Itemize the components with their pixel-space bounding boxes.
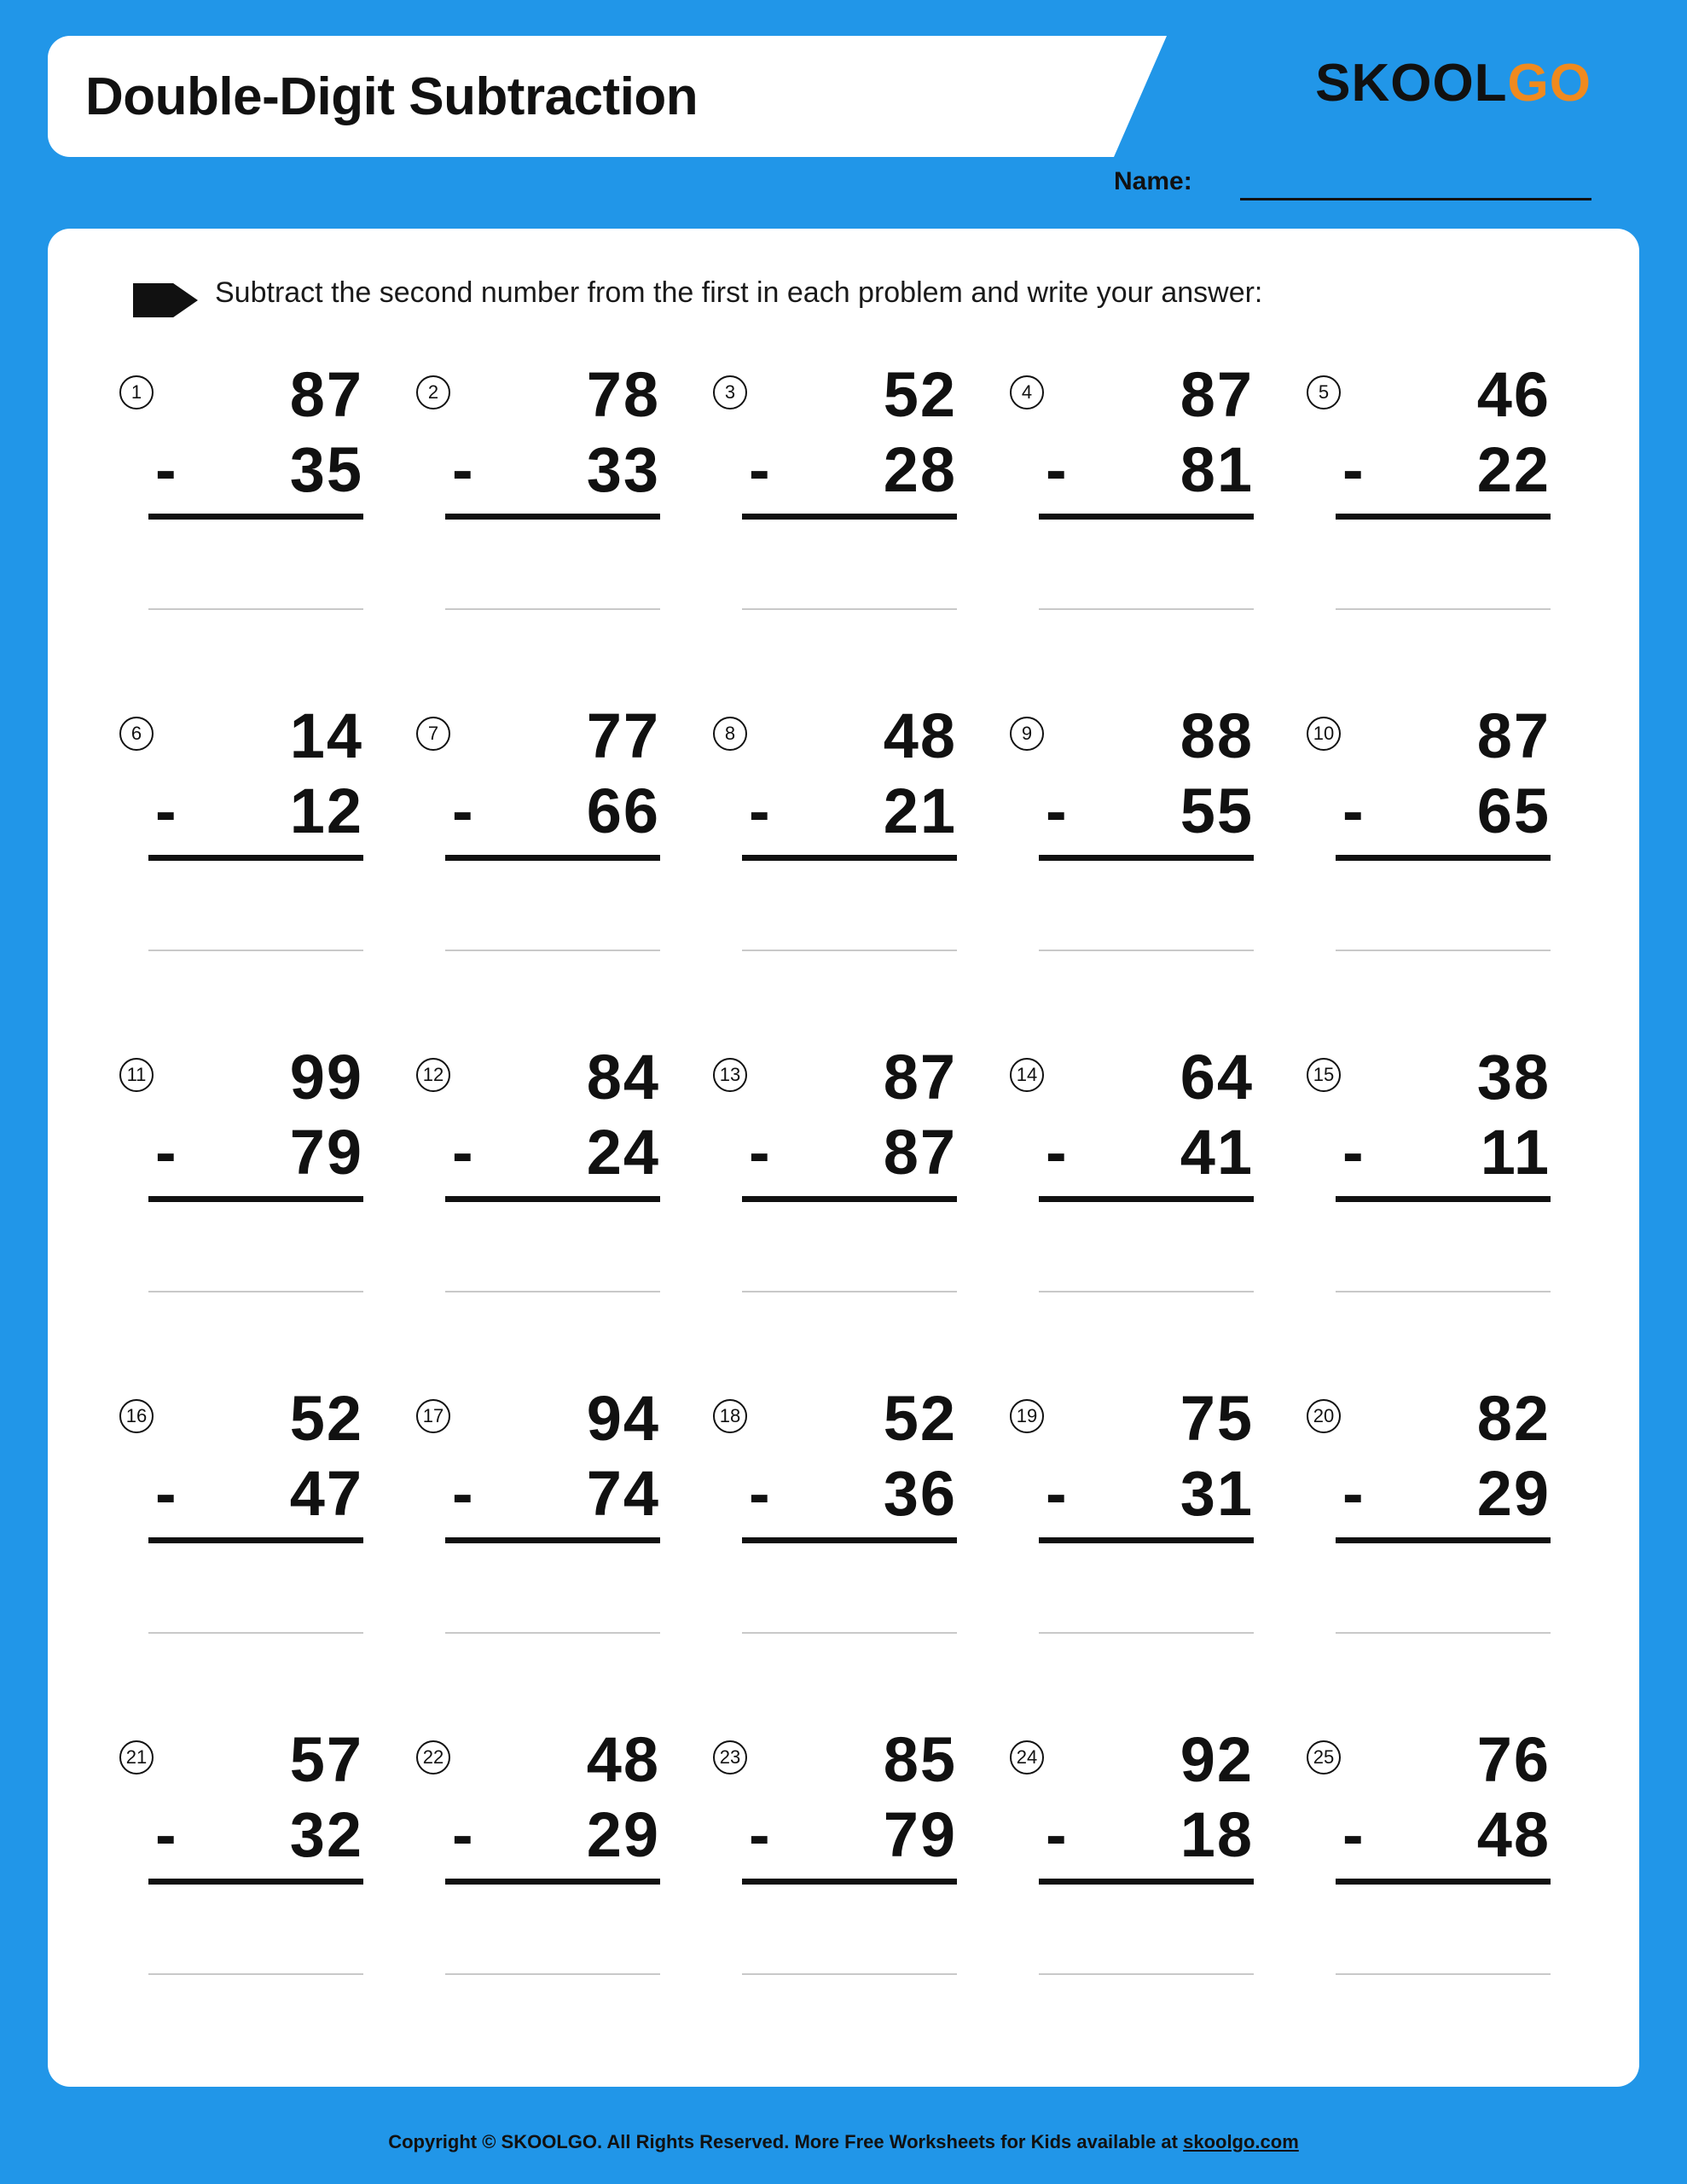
problem-number: 1 bbox=[119, 375, 154, 410]
operator: - bbox=[1046, 434, 1069, 505]
minuend: 52 bbox=[289, 1383, 363, 1454]
operator: - bbox=[749, 775, 772, 846]
problem-number: 14 bbox=[1010, 1058, 1044, 1092]
equation-rule bbox=[1039, 514, 1254, 520]
answer-line[interactable] bbox=[1039, 1632, 1254, 1634]
operator: - bbox=[1046, 775, 1069, 846]
operator: - bbox=[1342, 434, 1365, 505]
equation-rule bbox=[445, 514, 660, 520]
problem-stack bbox=[1336, 700, 1551, 951]
minuend: 99 bbox=[289, 1042, 363, 1112]
answer-line[interactable] bbox=[742, 608, 957, 610]
operator: - bbox=[452, 1458, 475, 1529]
subtrahend: 21 bbox=[883, 775, 957, 846]
operator: - bbox=[155, 1458, 178, 1529]
equation-rule bbox=[148, 514, 363, 520]
subtrahend-row bbox=[1039, 1799, 1254, 1870]
problem-item bbox=[1291, 1722, 1588, 2063]
problem-stack bbox=[1039, 1724, 1254, 1975]
operator: - bbox=[1046, 1458, 1069, 1529]
operator: - bbox=[452, 775, 475, 846]
minuend: 87 bbox=[1476, 700, 1551, 771]
problem-number: 7 bbox=[416, 717, 450, 751]
problem-item bbox=[104, 1380, 401, 1722]
minuend: 88 bbox=[1180, 700, 1254, 771]
problem-stack bbox=[1336, 1724, 1551, 1975]
subtrahend: 66 bbox=[586, 775, 660, 846]
problem-stack bbox=[148, 1042, 363, 1292]
operator: - bbox=[452, 1117, 475, 1188]
operator: - bbox=[155, 775, 178, 846]
problem-number: 6 bbox=[119, 717, 154, 751]
problem-item bbox=[401, 357, 698, 698]
subtrahend-row bbox=[148, 1458, 363, 1529]
equation-rule bbox=[1039, 1537, 1254, 1543]
answer-line[interactable] bbox=[445, 608, 660, 610]
minuend: 48 bbox=[586, 1724, 660, 1795]
equation-rule bbox=[1039, 1879, 1254, 1885]
minuend: 64 bbox=[1180, 1042, 1254, 1112]
problem-grid bbox=[104, 357, 1588, 2063]
subtrahend-row bbox=[1336, 1117, 1551, 1188]
problem-stack bbox=[445, 1042, 660, 1292]
problem-stack bbox=[742, 359, 957, 610]
problem-item bbox=[401, 1039, 698, 1380]
minuend: 14 bbox=[289, 700, 363, 771]
answer-line[interactable] bbox=[742, 1291, 957, 1292]
minuend: 87 bbox=[289, 359, 363, 430]
subtrahend-row bbox=[1039, 775, 1254, 846]
problem-number: 25 bbox=[1307, 1740, 1341, 1774]
problem-number: 5 bbox=[1307, 375, 1341, 410]
subtrahend-row bbox=[445, 1799, 660, 1870]
problem-item bbox=[994, 698, 1291, 1039]
operator: - bbox=[1046, 1117, 1069, 1188]
subtrahend-row bbox=[742, 1458, 957, 1529]
minuend: 85 bbox=[883, 1724, 957, 1795]
answer-line[interactable] bbox=[148, 1632, 363, 1634]
subtrahend: 87 bbox=[883, 1117, 957, 1188]
page-title: Double-Digit Subtraction bbox=[85, 67, 699, 126]
answer-line[interactable] bbox=[1039, 608, 1254, 610]
subtrahend-row bbox=[742, 1117, 957, 1188]
problem-number: 9 bbox=[1010, 717, 1044, 751]
problem-item bbox=[401, 698, 698, 1039]
problem-item bbox=[104, 698, 401, 1039]
answer-line[interactable] bbox=[1336, 608, 1551, 610]
problem-stack bbox=[1336, 1042, 1551, 1292]
problem-stack bbox=[1039, 1042, 1254, 1292]
minuend: 84 bbox=[586, 1042, 660, 1112]
subtrahend-row bbox=[445, 1117, 660, 1188]
operator: - bbox=[1342, 775, 1365, 846]
skoolgo-link[interactable]: skoolgo.com bbox=[1183, 2131, 1299, 2152]
problem-item bbox=[698, 1380, 994, 1722]
subtrahend-row bbox=[742, 1799, 957, 1870]
equation-rule bbox=[445, 1196, 660, 1202]
answer-line[interactable] bbox=[148, 608, 363, 610]
problem-stack bbox=[742, 1042, 957, 1292]
minuend: 48 bbox=[883, 700, 957, 771]
problem-stack bbox=[1039, 700, 1254, 951]
answer-line[interactable] bbox=[1039, 950, 1254, 951]
subtrahend-row bbox=[148, 775, 363, 846]
minuend: 82 bbox=[1476, 1383, 1551, 1454]
answer-line[interactable] bbox=[445, 1973, 660, 1975]
problem-number: 15 bbox=[1307, 1058, 1341, 1092]
problem-item bbox=[104, 357, 401, 698]
equation-rule bbox=[148, 1196, 363, 1202]
minuend: 78 bbox=[586, 359, 660, 430]
problem-number: 2 bbox=[416, 375, 450, 410]
subtrahend: 74 bbox=[586, 1458, 660, 1529]
subtrahend-row bbox=[148, 434, 363, 505]
answer-line[interactable] bbox=[148, 1973, 363, 1975]
problem-stack bbox=[445, 700, 660, 951]
subtrahend: 18 bbox=[1180, 1799, 1254, 1870]
operator: - bbox=[749, 1117, 772, 1188]
subtrahend-row bbox=[148, 1117, 363, 1188]
problem-number: 10 bbox=[1307, 717, 1341, 751]
answer-line[interactable] bbox=[1336, 1632, 1551, 1634]
subtrahend: 47 bbox=[289, 1458, 363, 1529]
problem-stack bbox=[445, 1383, 660, 1634]
subtrahend: 55 bbox=[1180, 775, 1254, 846]
equation-rule bbox=[742, 1537, 957, 1543]
minuend: 46 bbox=[1476, 359, 1551, 430]
subtrahend: 79 bbox=[883, 1799, 957, 1870]
problem-number: 19 bbox=[1010, 1399, 1044, 1433]
subtrahend: 12 bbox=[289, 775, 363, 846]
minuend: 77 bbox=[586, 700, 660, 771]
answer-line[interactable] bbox=[445, 950, 660, 951]
subtrahend: 28 bbox=[883, 434, 957, 505]
name-label: Name: bbox=[1114, 167, 1192, 195]
problem-item bbox=[698, 1722, 994, 2063]
problem-item bbox=[1291, 357, 1588, 698]
minuend: 38 bbox=[1476, 1042, 1551, 1112]
minuend: 76 bbox=[1476, 1724, 1551, 1795]
problem-number: 16 bbox=[119, 1399, 154, 1433]
subtrahend-row bbox=[1336, 434, 1551, 505]
subtrahend: 79 bbox=[289, 1117, 363, 1188]
skoolgo-logo bbox=[1315, 53, 1591, 113]
equation-rule bbox=[1039, 1196, 1254, 1202]
subtrahend-row bbox=[445, 775, 660, 846]
problem-item bbox=[104, 1039, 401, 1380]
problem-stack bbox=[742, 1724, 957, 1975]
worksheet-sheet bbox=[48, 229, 1639, 2087]
minuend: 52 bbox=[883, 359, 957, 430]
name-input-line[interactable] bbox=[1240, 198, 1591, 200]
problem-item bbox=[698, 357, 994, 698]
operator: - bbox=[749, 434, 772, 505]
problem-number: 3 bbox=[713, 375, 747, 410]
problem-stack bbox=[445, 359, 660, 610]
problem-number: 22 bbox=[416, 1740, 450, 1774]
subtrahend: 35 bbox=[289, 434, 363, 505]
problem-number: 21 bbox=[119, 1740, 154, 1774]
problem-item bbox=[1291, 1380, 1588, 1722]
minuend: 94 bbox=[586, 1383, 660, 1454]
subtrahend: 65 bbox=[1476, 775, 1551, 846]
logo-text-skool: SKOOL bbox=[1315, 54, 1508, 113]
equation-rule bbox=[148, 1879, 363, 1885]
answer-line[interactable] bbox=[148, 950, 363, 951]
subtrahend: 29 bbox=[586, 1799, 660, 1870]
logo-text-go: GO bbox=[1507, 54, 1591, 113]
problem-item bbox=[104, 1722, 401, 2063]
minuend: 52 bbox=[883, 1383, 957, 1454]
subtrahend: 41 bbox=[1180, 1117, 1254, 1188]
equation-rule bbox=[445, 855, 660, 861]
operator: - bbox=[1342, 1799, 1365, 1870]
problem-number: 24 bbox=[1010, 1740, 1044, 1774]
equation-rule bbox=[1336, 1196, 1551, 1202]
subtrahend-row bbox=[445, 1458, 660, 1529]
answer-line[interactable] bbox=[1336, 1973, 1551, 1975]
page-header bbox=[0, 0, 1687, 229]
subtrahend-row bbox=[148, 1799, 363, 1870]
answer-line[interactable] bbox=[742, 950, 957, 951]
equation-rule bbox=[1336, 514, 1551, 520]
instruction-text: Subtract the second number from the first in each problem and write your answer: bbox=[215, 276, 1263, 309]
problem-stack bbox=[148, 1724, 363, 1975]
name-field-row bbox=[1114, 167, 1591, 206]
problem-number: 4 bbox=[1010, 375, 1044, 410]
operator: - bbox=[452, 1799, 475, 1870]
operator: - bbox=[155, 1117, 178, 1188]
operator: - bbox=[1342, 1458, 1365, 1529]
equation-rule bbox=[445, 1879, 660, 1885]
problem-item bbox=[1291, 698, 1588, 1039]
minuend: 87 bbox=[1180, 359, 1254, 430]
problem-number: 18 bbox=[713, 1399, 747, 1433]
answer-line[interactable] bbox=[148, 1291, 363, 1292]
problem-number: 20 bbox=[1307, 1399, 1341, 1433]
operator: - bbox=[1046, 1799, 1069, 1870]
problem-stack bbox=[1336, 359, 1551, 610]
subtrahend-row bbox=[1039, 434, 1254, 505]
equation-rule bbox=[1336, 1879, 1551, 1885]
subtrahend: 32 bbox=[289, 1799, 363, 1870]
problem-number: 23 bbox=[713, 1740, 747, 1774]
answer-line[interactable] bbox=[1336, 950, 1551, 951]
answer-line[interactable] bbox=[742, 1973, 957, 1975]
minuend: 92 bbox=[1180, 1724, 1254, 1795]
operator: - bbox=[452, 434, 475, 505]
equation-rule bbox=[742, 514, 957, 520]
subtrahend: 11 bbox=[1480, 1117, 1551, 1188]
equation-rule bbox=[445, 1537, 660, 1543]
equation-rule bbox=[742, 1196, 957, 1202]
subtrahend-row bbox=[742, 775, 957, 846]
equation-rule bbox=[1039, 855, 1254, 861]
problem-stack bbox=[148, 1383, 363, 1634]
equation-rule bbox=[742, 855, 957, 861]
copyright-text: Copyright © SKOOLGO. All Rights Reserved. More Free Worksheets for Kids available at bbox=[388, 2131, 1184, 2152]
subtrahend: 81 bbox=[1180, 434, 1254, 505]
problem-item bbox=[401, 1722, 698, 2063]
problem-stack bbox=[148, 359, 363, 610]
subtrahend-row bbox=[1039, 1458, 1254, 1529]
minuend: 75 bbox=[1180, 1383, 1254, 1454]
problem-item bbox=[698, 1039, 994, 1380]
subtrahend-row bbox=[742, 434, 957, 505]
subtrahend-row bbox=[1336, 1458, 1551, 1529]
problem-stack bbox=[1039, 359, 1254, 610]
problem-stack bbox=[1336, 1383, 1551, 1634]
subtrahend: 24 bbox=[586, 1117, 660, 1188]
problem-stack bbox=[742, 1383, 957, 1634]
problem-item bbox=[994, 1380, 1291, 1722]
problem-number: 11 bbox=[119, 1058, 154, 1092]
problem-number: 13 bbox=[713, 1058, 747, 1092]
answer-line[interactable] bbox=[445, 1632, 660, 1634]
problem-item bbox=[698, 698, 994, 1039]
operator: - bbox=[155, 434, 178, 505]
subtrahend-row bbox=[1336, 775, 1551, 846]
answer-line[interactable] bbox=[1336, 1291, 1551, 1292]
subtrahend: 29 bbox=[1476, 1458, 1551, 1529]
equation-rule bbox=[148, 1537, 363, 1543]
answer-line[interactable] bbox=[742, 1632, 957, 1634]
problem-item bbox=[994, 1722, 1291, 2063]
equation-rule bbox=[742, 1879, 957, 1885]
answer-line[interactable] bbox=[1039, 1973, 1254, 1975]
subtrahend-row bbox=[445, 434, 660, 505]
problem-stack bbox=[1039, 1383, 1254, 1634]
problem-stack bbox=[148, 700, 363, 951]
operator: - bbox=[749, 1799, 772, 1870]
arrow-icon bbox=[133, 283, 198, 317]
operator: - bbox=[1342, 1117, 1365, 1188]
equation-rule bbox=[1336, 1537, 1551, 1543]
problem-stack bbox=[445, 1724, 660, 1975]
minuend: 87 bbox=[883, 1042, 957, 1112]
answer-line[interactable] bbox=[445, 1291, 660, 1292]
operator: - bbox=[749, 1458, 772, 1529]
problem-item bbox=[994, 1039, 1291, 1380]
subtrahend: 22 bbox=[1476, 434, 1551, 505]
equation-rule bbox=[148, 855, 363, 861]
subtrahend-row bbox=[1336, 1799, 1551, 1870]
instruction-row bbox=[48, 276, 1639, 328]
answer-line[interactable] bbox=[1039, 1291, 1254, 1292]
equation-rule bbox=[1336, 855, 1551, 861]
problem-number: 17 bbox=[416, 1399, 450, 1433]
subtrahend: 36 bbox=[883, 1458, 957, 1529]
problem-number: 8 bbox=[713, 717, 747, 751]
subtrahend: 33 bbox=[586, 434, 660, 505]
operator: - bbox=[155, 1799, 178, 1870]
problem-stack bbox=[742, 700, 957, 951]
subtrahend: 48 bbox=[1476, 1799, 1551, 1870]
footer bbox=[0, 2131, 1687, 2153]
problem-item bbox=[1291, 1039, 1588, 1380]
problem-item bbox=[994, 357, 1291, 698]
subtrahend-row bbox=[1039, 1117, 1254, 1188]
problem-item bbox=[401, 1380, 698, 1722]
minuend: 57 bbox=[289, 1724, 363, 1795]
subtrahend: 31 bbox=[1180, 1458, 1254, 1529]
problem-number: 12 bbox=[416, 1058, 450, 1092]
